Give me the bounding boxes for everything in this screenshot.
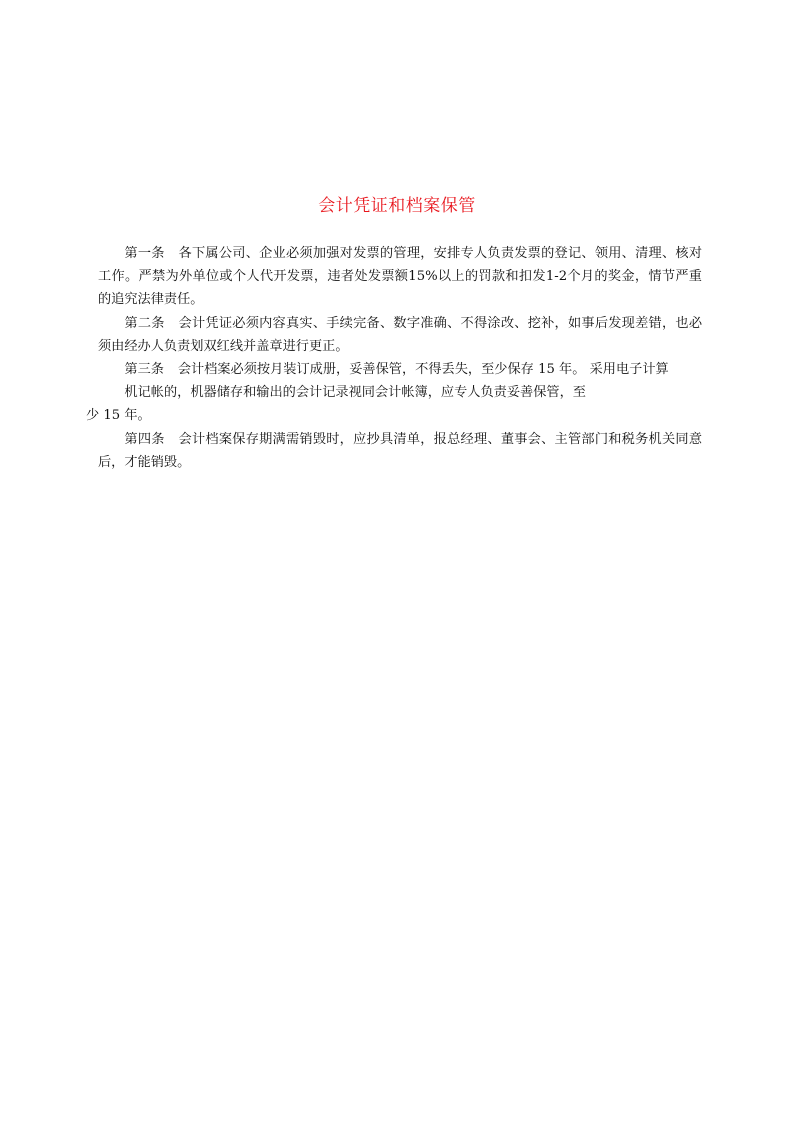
article-3-heading: 第三条 — [124, 362, 164, 378]
article-2 — [98, 312, 702, 358]
article-3-text-line-1: 会计档案必须按月装订成册，妥善保管，不得丢失，至少保存 15 年。 采用电子计算 — [177, 362, 669, 378]
article-4-text: 会计档案保存期满需销毁时，应抄具清单，报总经理、董事会、主管部门和税务机关同意后，才能销毁。 — [98, 431, 703, 470]
article-2-heading: 第二条 — [124, 315, 165, 331]
article-3-text-line-3: 少 15 年。 — [86, 408, 151, 424]
article-3-text-line-2: 机记帐的，机器储存和输出的会计记录视同会计帐簿，应专人负责妥善保管，至 — [124, 385, 586, 401]
article-3-line-1 — [98, 358, 702, 381]
article-1-heading: 第一条 — [124, 246, 165, 261]
article-2-text: 会计凭证必须内容真实、手续完备、数字准确、不得涂改、挖补，如事后发现差错，也必须由经办人负责划双红线并盖章进行更正。 — [98, 315, 703, 354]
article-1-text: 各下属公司、企业必须加强对发票的管理，安排专人负责发票的登记、领用、清理、核对工作。严禁为外单位或个人代开发票，违者处发票额15%以上的罚款和扣发1-2个月的奖金，情节严重的追究法律责任。 — [98, 246, 703, 308]
document-title: 会计凭证和档案保管 — [318, 196, 476, 216]
article-4 — [98, 428, 702, 474]
document-body — [86, 242, 703, 474]
article-4-heading: 第四条 — [124, 431, 165, 447]
article-1 — [98, 242, 702, 312]
article-3 — [86, 358, 702, 428]
